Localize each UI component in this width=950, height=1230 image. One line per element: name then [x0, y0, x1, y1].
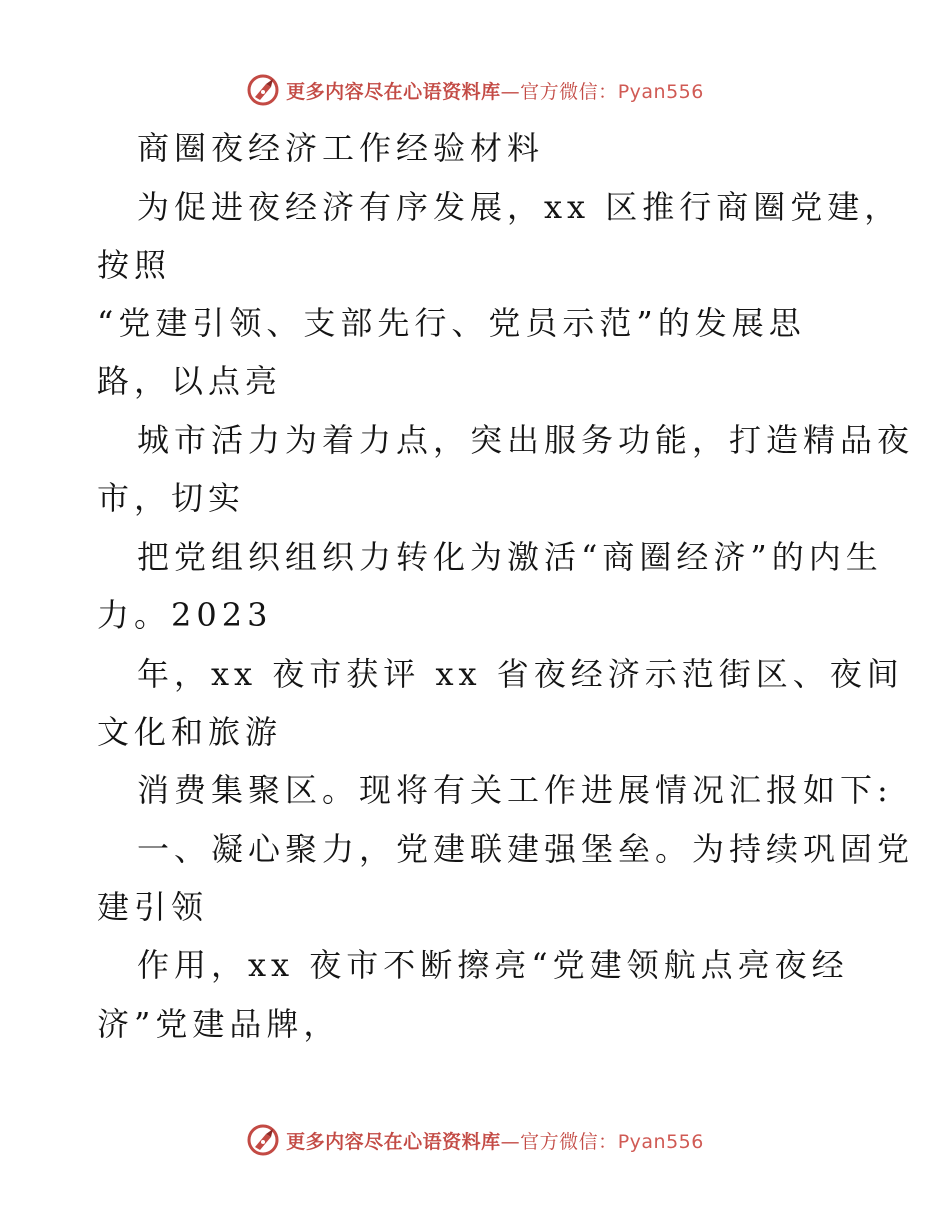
- doc-line: 把党组织组织力转化为激活“商圈经济”的内生: [137, 538, 883, 576]
- doc-line: 市，切实: [97, 479, 246, 517]
- doc-line: 作用，xx 夜市不断擦亮“党建领航点亮夜经: [137, 946, 849, 984]
- doc-line: 年，xx 夜市获评 xx 省夜经济示范街区、夜间: [137, 655, 904, 693]
- doc-line: 文化和旅游: [97, 713, 283, 751]
- doc-line: 为促进夜经济有序发展，xx 区推行商圈党建，: [137, 188, 902, 226]
- footer-banner: [0, 1120, 950, 1160]
- doc-line: 城市活力为着力点，突出服务功能，打造精品夜: [137, 421, 915, 459]
- doc-line: “党建引领、支部先行、党员示范”的发展思: [97, 304, 806, 342]
- banner-brand: 更多内容尽在心语资料库: [286, 80, 501, 103]
- doc-line: 建引领: [97, 888, 209, 926]
- banner-wechat-id: Pyan556: [617, 1130, 704, 1153]
- banner-wechat-id: Pyan556: [617, 80, 704, 103]
- doc-line: 消费集聚区。现将有关工作进展情况汇报如下:: [137, 771, 893, 809]
- banner-official-label: 官方微信：: [520, 1130, 618, 1153]
- pen-nib-logo-icon: [246, 1123, 280, 1157]
- banner-dash: —: [500, 1130, 521, 1153]
- banner-brand: 更多内容尽在心语资料库: [286, 1130, 501, 1153]
- banner-dash: —: [500, 80, 521, 103]
- doc-line: 力。2023: [97, 596, 273, 634]
- doc-line: 路，以点亮: [97, 362, 283, 400]
- doc-line: 按照: [97, 246, 172, 284]
- banner-official-label: 官方微信：: [520, 80, 618, 103]
- doc-line: 一、凝心聚力，党建联建强堡垒。为持续巩固党: [137, 830, 915, 868]
- doc-title: 商圈夜经济工作经验材料: [137, 129, 545, 167]
- doc-line: 济”党建品牌，: [97, 1005, 341, 1043]
- banner-text: [286, 1127, 704, 1154]
